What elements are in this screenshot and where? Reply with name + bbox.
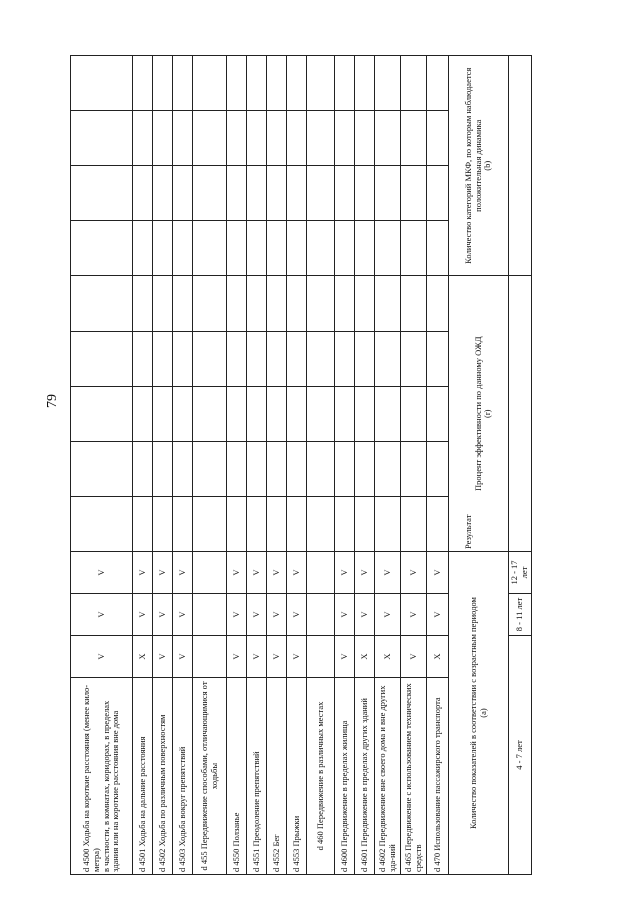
empty-cell — [193, 441, 227, 496]
empty-cell — [267, 331, 287, 386]
empty-cell — [401, 331, 427, 386]
empty-cell — [247, 441, 267, 496]
empty-cell — [247, 56, 267, 111]
empty-cell — [335, 331, 355, 386]
empty-cell — [287, 386, 307, 441]
empty-cell — [267, 496, 287, 551]
empty-cell — [153, 496, 173, 551]
empty-cell — [401, 496, 427, 551]
empty-cell — [401, 276, 427, 331]
empty-cell — [133, 111, 153, 166]
empty-cell — [227, 221, 247, 276]
mark-cell: V — [247, 636, 267, 678]
result-label: Результат — [462, 514, 473, 549]
mark-cell: V — [267, 552, 287, 594]
mark-cell: V — [401, 594, 427, 636]
empty-cell — [287, 111, 307, 166]
empty-cell — [227, 166, 247, 221]
empty-cell — [375, 496, 401, 551]
empty-cell — [375, 221, 401, 276]
footer-col-r: Результат Процент эффективности по данному ОЖД (r) — [449, 276, 509, 552]
empty-cell — [427, 386, 449, 441]
empty-cell — [401, 221, 427, 276]
empty-cell — [133, 331, 153, 386]
section-row — [307, 56, 335, 875]
age-period: 12 - 17 лет — [509, 552, 532, 594]
mark-cell: V — [133, 552, 153, 594]
empty-cell — [335, 386, 355, 441]
empty-cell — [267, 111, 287, 166]
empty-cell — [401, 386, 427, 441]
empty-cell — [267, 166, 287, 221]
empty-cell — [335, 496, 355, 551]
table-row — [355, 56, 375, 875]
empty-cell — [287, 276, 307, 331]
empty-cell — [153, 441, 173, 496]
mark-cell: V — [287, 552, 307, 594]
empty-cell — [307, 166, 335, 221]
mark-cell — [307, 594, 335, 636]
mark-cell: V — [173, 594, 193, 636]
mark-cell: V — [133, 594, 153, 636]
mark-cell: V — [153, 594, 173, 636]
empty-cell — [193, 331, 227, 386]
empty-cell — [193, 276, 227, 331]
empty-cell — [153, 56, 173, 111]
empty-cell — [287, 441, 307, 496]
row-label: d 4503 Ходьба вокруг препятствий — [173, 678, 193, 875]
table-row — [133, 56, 153, 875]
empty-cell — [227, 386, 247, 441]
empty-cell — [307, 276, 335, 331]
table-row — [287, 56, 307, 875]
empty-cell — [71, 111, 133, 166]
empty-cell — [401, 166, 427, 221]
empty-cell — [287, 221, 307, 276]
section-row — [193, 56, 227, 875]
empty-cell — [355, 441, 375, 496]
empty-cell — [153, 166, 173, 221]
empty-cell — [509, 56, 532, 276]
mark-cell: V — [267, 636, 287, 678]
empty-cell — [227, 111, 247, 166]
empty-cell — [335, 56, 355, 111]
empty-cell — [227, 496, 247, 551]
empty-cell — [427, 276, 449, 331]
empty-cell — [173, 331, 193, 386]
empty-cell — [375, 276, 401, 331]
row-label: d 460 Передвижение в различных местах — [307, 678, 335, 875]
mark-cell: V — [401, 636, 427, 678]
table-row — [153, 56, 173, 875]
mark-cell: V — [335, 594, 355, 636]
empty-cell — [427, 56, 449, 111]
empty-cell — [173, 166, 193, 221]
empty-cell — [401, 56, 427, 111]
empty-cell — [355, 56, 375, 111]
empty-cell — [355, 386, 375, 441]
empty-cell — [335, 111, 355, 166]
empty-cell — [267, 221, 287, 276]
empty-cell — [173, 496, 193, 551]
row-label: d 4600 Передвижение в пределах жилища — [335, 678, 355, 875]
mark-cell: V — [71, 636, 133, 678]
row-label: d 465 Передвижение с использованием технических средств — [401, 678, 427, 875]
mark-cell: V — [287, 636, 307, 678]
empty-cell — [227, 56, 247, 111]
age-period: 4 - 7 лет — [509, 636, 532, 875]
mark-cell: V — [227, 636, 247, 678]
mark-cell: X — [375, 636, 401, 678]
empty-cell — [153, 331, 173, 386]
empty-cell — [307, 111, 335, 166]
empty-cell — [287, 166, 307, 221]
mark-cell: V — [355, 594, 375, 636]
empty-cell — [247, 276, 267, 331]
table-row — [375, 56, 401, 875]
empty-cell — [335, 276, 355, 331]
empty-cell — [173, 441, 193, 496]
empty-cell — [355, 111, 375, 166]
empty-cell — [71, 56, 133, 111]
mark-cell — [307, 636, 335, 678]
rotated-table-sheet — [70, 55, 580, 875]
empty-cell — [355, 496, 375, 551]
empty-cell — [247, 496, 267, 551]
empty-cell — [375, 441, 401, 496]
empty-cell — [307, 221, 335, 276]
mark-cell: V — [247, 552, 267, 594]
row-label: d 4550 Ползанье — [227, 678, 247, 875]
empty-cell — [375, 56, 401, 111]
empty-cell — [193, 111, 227, 166]
empty-cell — [427, 166, 449, 221]
table-row — [71, 56, 133, 875]
empty-cell — [375, 166, 401, 221]
empty-cell — [427, 331, 449, 386]
empty-cell — [193, 56, 227, 111]
empty-cell — [267, 56, 287, 111]
empty-cell — [401, 441, 427, 496]
empty-cell — [173, 276, 193, 331]
mark-cell: V — [267, 594, 287, 636]
mark-cell — [193, 552, 227, 594]
table-row — [335, 56, 355, 875]
empty-cell — [287, 56, 307, 111]
empty-cell — [247, 331, 267, 386]
empty-cell — [133, 166, 153, 221]
mark-cell: V — [335, 636, 355, 678]
mark-cell: V — [401, 552, 427, 594]
empty-cell — [247, 221, 267, 276]
mark-cell: V — [153, 636, 173, 678]
empty-cell — [133, 386, 153, 441]
empty-cell — [355, 221, 375, 276]
empty-cell — [375, 386, 401, 441]
footer-col-a: Количество показателей в соответствии с возрастным периодом (a) — [449, 552, 509, 875]
empty-cell — [355, 331, 375, 386]
row-label: d 4553 Прыжки — [287, 678, 307, 875]
table-row — [247, 56, 267, 875]
row-label: d 4602 Передвижение вне своего дома и вне других зда-ний — [375, 678, 401, 875]
empty-cell — [355, 166, 375, 221]
table-row — [401, 56, 427, 875]
page-number: 79 — [45, 394, 60, 408]
empty-cell — [173, 221, 193, 276]
empty-cell — [71, 221, 133, 276]
mark-cell: V — [227, 594, 247, 636]
assessment-table — [70, 55, 532, 875]
empty-cell — [355, 276, 375, 331]
empty-cell — [193, 496, 227, 551]
empty-cell — [193, 221, 227, 276]
empty-cell — [71, 441, 133, 496]
mark-cell: X — [133, 636, 153, 678]
empty-cell — [173, 56, 193, 111]
mark-cell — [193, 594, 227, 636]
empty-cell — [133, 276, 153, 331]
mark-cell: V — [71, 552, 133, 594]
empty-cell — [307, 441, 335, 496]
empty-cell — [227, 331, 247, 386]
empty-cell — [287, 331, 307, 386]
empty-cell — [153, 276, 173, 331]
mark-cell: V — [71, 594, 133, 636]
empty-cell — [173, 386, 193, 441]
empty-cell — [335, 441, 355, 496]
age-period: 8 - 11 лет — [509, 594, 532, 636]
empty-cell — [335, 221, 355, 276]
empty-cell — [71, 166, 133, 221]
empty-cell — [307, 331, 335, 386]
mark-cell: V — [153, 552, 173, 594]
empty-cell — [335, 166, 355, 221]
empty-cell — [427, 111, 449, 166]
empty-cell — [267, 441, 287, 496]
row-label: d 4551 Преодоление препятствий — [247, 678, 267, 875]
empty-cell — [153, 111, 173, 166]
empty-cell — [133, 496, 153, 551]
empty-cell — [307, 496, 335, 551]
row-label: d 4601 Передвижение в пределах других зданий — [355, 678, 375, 875]
empty-cell — [71, 386, 133, 441]
empty-cell — [227, 441, 247, 496]
empty-cell — [133, 56, 153, 111]
empty-cell — [247, 386, 267, 441]
empty-cell — [287, 496, 307, 551]
mark-cell: V — [355, 552, 375, 594]
empty-cell — [153, 386, 173, 441]
empty-cell — [427, 221, 449, 276]
mark-cell: V — [173, 552, 193, 594]
empty-cell — [227, 276, 247, 331]
empty-cell — [307, 56, 335, 111]
row-label: d 4502 Ходьба по различным поверхностям — [153, 678, 173, 875]
mark-cell: V — [247, 594, 267, 636]
mark-cell: V — [375, 552, 401, 594]
table-row — [227, 56, 247, 875]
empty-cell — [247, 166, 267, 221]
table-row — [427, 56, 449, 875]
empty-cell — [267, 276, 287, 331]
empty-cell — [247, 111, 267, 166]
mark-cell: V — [375, 594, 401, 636]
empty-cell — [375, 111, 401, 166]
row-label: d 4552 Бег — [267, 678, 287, 875]
mark-cell: V — [173, 636, 193, 678]
mark-cell: V — [335, 552, 355, 594]
mark-cell — [193, 636, 227, 678]
footer-ages-row — [509, 56, 532, 875]
row-label: d 4501 Ходьба на дальние расстояния — [133, 678, 153, 875]
row-label: d 455 Передвижение способами, отличающимися от ходьбы — [193, 678, 227, 875]
empty-cell — [375, 331, 401, 386]
row-label: d 4500 Ходьба на короткие расстояния (менее кило-метра) в частности, в комнатах, коридорах, в пределах здания или на короткие расстояния вне дома — [71, 678, 133, 875]
empty-cell — [173, 111, 193, 166]
empty-cell — [71, 496, 133, 551]
empty-cell — [401, 111, 427, 166]
mark-cell: X — [355, 636, 375, 678]
mark-cell: V — [227, 552, 247, 594]
empty-cell — [133, 221, 153, 276]
table-row — [173, 56, 193, 875]
mark-cell: V — [287, 594, 307, 636]
empty-cell — [153, 221, 173, 276]
empty-cell — [133, 441, 153, 496]
empty-cell — [427, 496, 449, 551]
row-label: d 470 Использование пассажирского транспорта — [427, 678, 449, 875]
table-row — [267, 56, 287, 875]
footer-col-b: Количество категорий МКФ, по которым наблюдается положительная динамика (b) — [449, 56, 509, 276]
empty-cell — [193, 386, 227, 441]
mark-cell: X — [427, 636, 449, 678]
empty-cell — [71, 331, 133, 386]
empty-cell — [307, 386, 335, 441]
empty-cell — [71, 276, 133, 331]
empty-cell — [193, 166, 227, 221]
empty-cell — [427, 441, 449, 496]
mark-cell: V — [427, 552, 449, 594]
empty-cell — [509, 276, 532, 552]
footer-header-row — [449, 56, 509, 875]
mark-cell — [307, 552, 335, 594]
empty-cell — [267, 386, 287, 441]
mark-cell: V — [427, 594, 449, 636]
